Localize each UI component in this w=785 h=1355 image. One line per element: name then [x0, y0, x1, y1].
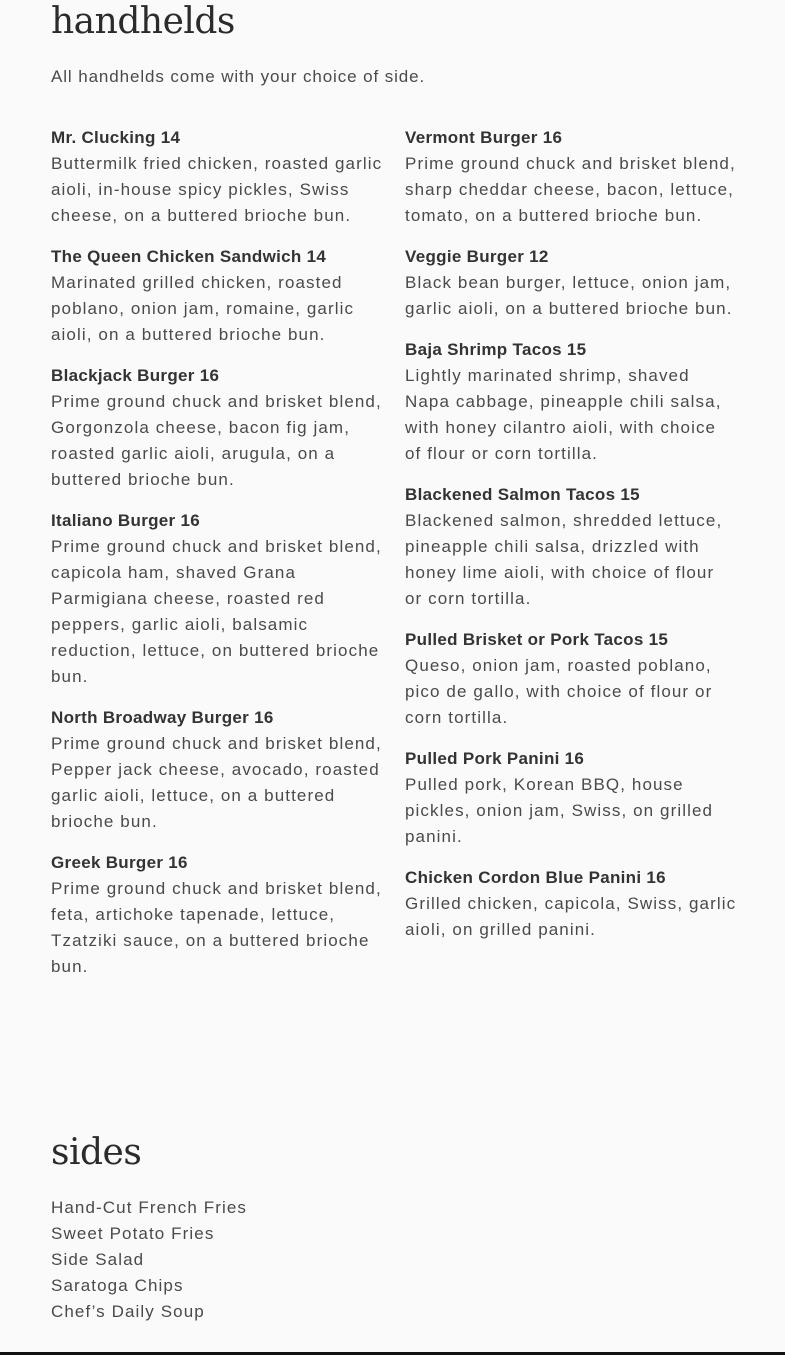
menu-item: [51, 244, 383, 348]
menu-item-name: Vermont Burger 16: [405, 128, 563, 147]
menu-item: [405, 865, 737, 943]
menu-item-name: Blackened Salmon Tacos 15: [405, 485, 640, 504]
menu-item: [405, 244, 737, 322]
menu-item-description: Lightly marinated shrimp, shaved Napa cabbage, pineapple chili salsa, with honey cilantro aioli, with choice of flour or corn tortilla.: [405, 366, 722, 463]
menu-item: [405, 337, 737, 467]
handhelds-intro: All handhelds come with your choice of side.: [51, 67, 426, 86]
menu-item-description: Pulled pork, Korean BBQ, house pickles, onion jam, Swiss, on grilled panini.: [405, 775, 714, 846]
menu-item-description: Marinated grilled chicken, roasted poblano, onion jam, romaine, garlic aioli, on a buttered brioche bun.: [51, 273, 355, 344]
menu-item-description: Blackened salmon, shredded lettuce, pineapple chili salsa, drizzled with honey lime aioli, with choice of flour or corn tortilla.: [405, 511, 723, 608]
side-item: Sweet Potato Fries: [51, 1224, 215, 1243]
handhelds-title: handhelds: [51, 1, 235, 42]
menu-item-name: Blackjack Burger 16: [51, 366, 220, 385]
menu-item-description: Black bean burger, lettuce, onion jam, garlic aioli, on a buttered brioche bun.: [405, 273, 733, 318]
menu-item-description: Grilled chicken, capicola, Swiss, garlic aioli, on grilled panini.: [405, 894, 737, 939]
menu-item-name: Baja Shrimp Tacos 15: [405, 340, 587, 359]
menu-item-description: Buttermilk fried chicken, roasted garlic aioli, in-house spicy pickles, Swiss cheese, on a buttered brioche bun.: [51, 154, 383, 225]
menu-item: [51, 508, 383, 690]
menu-item-description: Prime ground chuck and brisket blend, capicola ham, shaved Grana Parmigiana cheese, roasted red peppers, garlic aioli, balsamic reduction, lettuce, on buttered brioche bun.: [51, 537, 382, 686]
menu-item-description: Prime ground chuck and brisket blend, sharp cheddar cheese, bacon, lettuce, tomato, on a buttered brioche bun.: [405, 154, 736, 225]
menu-item: [405, 627, 737, 731]
menu-item-name: North Broadway Burger 16: [51, 708, 274, 727]
menu-item: [51, 125, 383, 229]
menu-item-name: Veggie Burger 12: [405, 247, 549, 266]
menu-item: [51, 363, 383, 493]
menu-item: [405, 125, 737, 229]
sides-list: [51, 1195, 247, 1325]
menu-item-name: The Queen Chicken Sandwich 14: [51, 247, 327, 266]
menu-item: [405, 482, 737, 612]
menu-item: [51, 705, 383, 835]
menu-item-name: Chicken Cordon Blue Panini 16: [405, 868, 666, 887]
side-item: Saratoga Chips: [51, 1276, 184, 1295]
menu-item-description: Prime ground chuck and brisket blend, feta, artichoke tapenade, lettuce, Tzatziki sauce, on a buttered brioche bun.: [51, 879, 382, 976]
menu-column-left: [51, 125, 383, 995]
side-item: Chef’s Daily Soup: [51, 1302, 205, 1321]
menu-item-name: Greek Burger 16: [51, 853, 188, 872]
side-item: Side Salad: [51, 1250, 145, 1269]
menu-item-description: Queso, onion jam, roasted poblano, pico de gallo, with choice of flour or corn tortilla.: [405, 656, 713, 727]
menu-item: [405, 746, 737, 850]
menu-item-name: Mr. Clucking 14: [51, 128, 181, 147]
menu-column-right: [405, 125, 737, 958]
menu-item: [51, 850, 383, 980]
menu-item-name: Pulled Pork Panini 16: [405, 749, 585, 768]
menu-item-description: Prime ground chuck and brisket blend, Pepper jack cheese, avocado, roasted garlic aioli, lettuce, on a buttered brioche bun.: [51, 734, 382, 831]
side-item: Hand-Cut French Fries: [51, 1198, 247, 1217]
menu-item-description: Prime ground chuck and brisket blend, Gorgonzola cheese, bacon fig jam, roasted garlic aioli, arugula, on a buttered brioche bun.: [51, 392, 382, 489]
menu-item-name: Italiano Burger 16: [51, 511, 200, 530]
menu-item-name: Pulled Brisket or Pork Tacos 15: [405, 630, 669, 649]
sides-title: sides: [51, 1132, 142, 1173]
